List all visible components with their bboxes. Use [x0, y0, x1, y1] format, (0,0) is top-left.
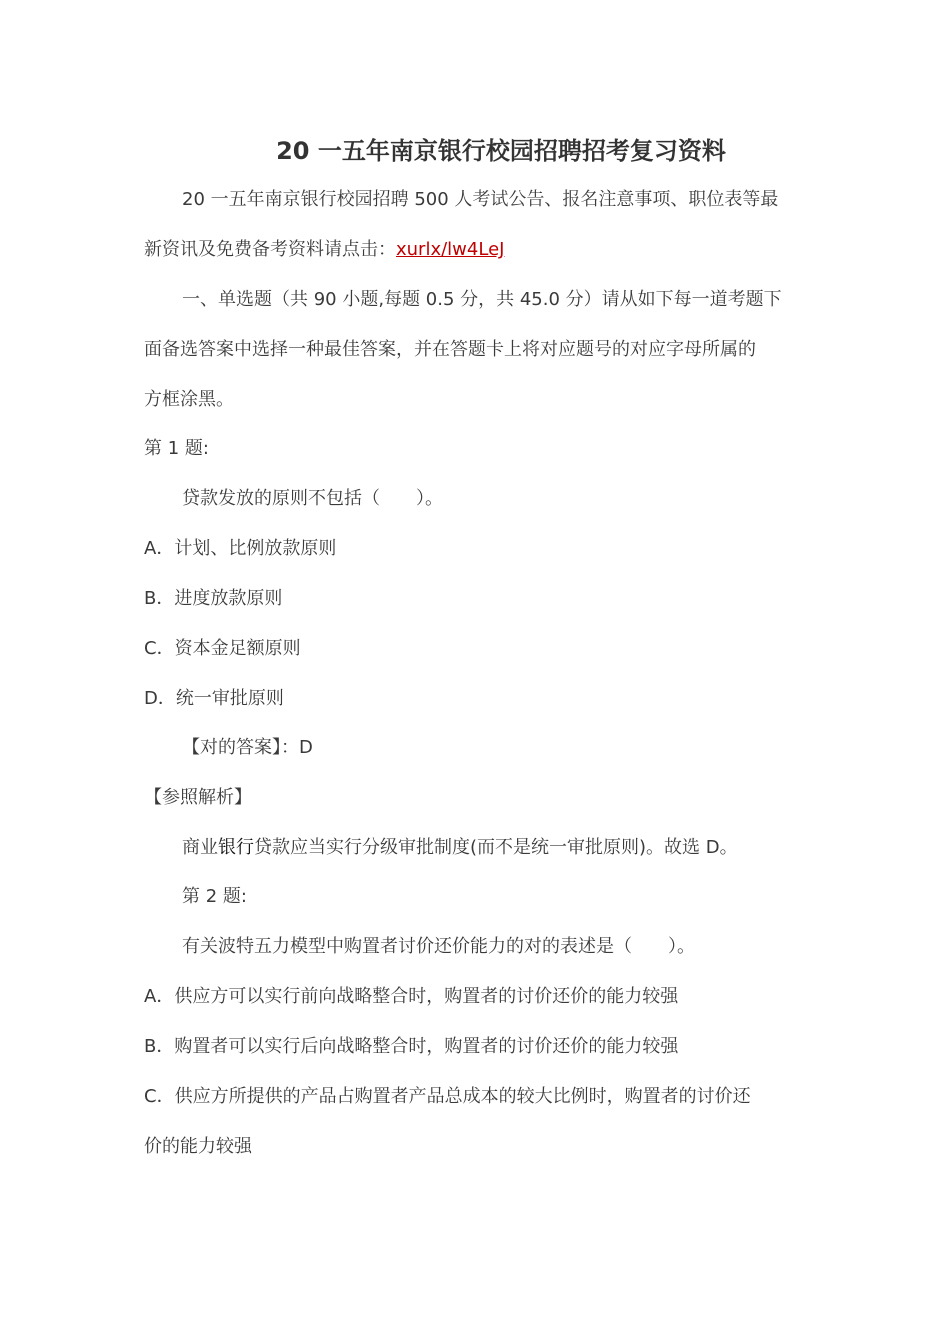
- question-2-stem: 有关波特五力模型中购置者讨价还价能力的对的表述是（ ）。: [182, 936, 695, 957]
- question-2-option-b: B．购置者可以实行后向战略整合时，购置者的讨价还价的能力较强: [144, 1036, 679, 1057]
- question-1-option-d: D．统一审批原则: [144, 688, 284, 709]
- question-1-answer: 【对的答案】：D: [182, 737, 313, 758]
- question-2-option-c-continued: 价的能力较强: [144, 1136, 252, 1157]
- question-1-option-c: C．资本金足额原则: [144, 638, 301, 659]
- question-1-analysis-label: 【参照解析】: [144, 787, 252, 808]
- question-1-option-a: A．计划、比例放款原则: [144, 538, 337, 559]
- analysis-highlight: 银行: [218, 837, 254, 858]
- question-2-option-c: C．供应方所提供的产品占购置者产品总成本的较大比例时，购置者的讨价还: [144, 1086, 751, 1107]
- question-2-number: 第 2 题:: [182, 886, 247, 907]
- question-1-analysis: [182, 835, 810, 861]
- analysis-prefix: 商业: [182, 837, 218, 858]
- question-2-option-a: A．供应方可以实行前向战略整合时，购置者的讨价还价的能力较强: [144, 986, 679, 1007]
- section-instructions-line-3: 方框涂黑。: [144, 389, 234, 410]
- question-1-number: 第 1 题:: [144, 438, 209, 459]
- intro-line-2: [144, 237, 810, 263]
- intro-line-1: 20 一五年南京银行校园招聘 500 人考试公告、报名注意事项、职位表等最: [182, 189, 779, 210]
- section-instructions-line-1: 一、单选题（共 90 小题,每题 0.5 分，共 45.0 分）请从如下每一道考题下: [182, 289, 782, 310]
- question-1-stem: 贷款发放的原则不包括（ ）。: [182, 488, 443, 509]
- intro-line-2-text: 新资讯及免费备考资料请点击：: [144, 239, 396, 260]
- signup-link[interactable]: xurlx/lw4LeJ: [396, 239, 505, 260]
- section-instructions-line-2: 面备选答案中选择一种最佳答案，并在答题卡上将对应题号的对应字母所属的: [144, 339, 756, 360]
- question-1-option-b: B．进度放款原则: [144, 588, 283, 609]
- document-title: 20 一五年南京银行校园招聘招考复习资料: [276, 137, 726, 165]
- analysis-rest: 贷款应当实行分级审批制度(而不是统一审批原则)。故选 D。: [254, 837, 738, 858]
